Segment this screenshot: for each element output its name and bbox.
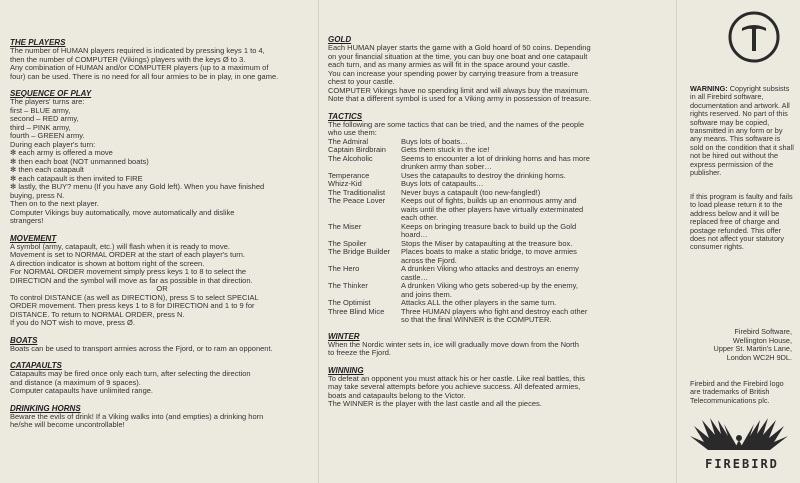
tactic-name: The Thinker [328, 281, 368, 290]
faulty-program-notice: If this program is faulty and fails to load please return it to the address below and it will be replaced free of charge and postage refunded. This offer does not affect your statutory consumer rights. [690, 192, 793, 252]
heading-sequence: SEQUENCE OF PLAY [10, 89, 92, 98]
text-winning: To defeat an opponent you must attack his or her castle. Like real battles, this may take several attempts before you achieve success. All defeated armies, boats and catapaults belong to the Victor. The WINNER is the player with the last castle and all the pieces. [328, 373, 585, 408]
tactics-table [328, 138, 676, 325]
text-movement-2: To control DISTANCE (as well as DIRECTION), press S to select SPECIAL ORDER movement. Then press keys 1 to 8 for DIRECTION and 1 to 9 for DISTANCE. To return to NORMAL ORDER, press N. If you do NOT wish to move, press Ø. [10, 292, 259, 327]
heading-gold: GOLD [328, 35, 352, 44]
tactics-row [328, 282, 676, 299]
text-drinking-horns: Beware the evils of drink! If a Viking walks into (and empties) a drinking horn he/she will become uncontrollable! [10, 411, 264, 429]
tactics-row [328, 223, 676, 240]
tactics-row [328, 265, 676, 282]
warning-text: Copyright subsists in all Firebird software, documentation and artwork. All rights reserved. No part of this software may be copied, transmitted in any form or by any means. This software is sold on the condition that it shall not be hired out without the express permission of the publisher. [690, 84, 794, 178]
panel-fold-right [676, 0, 677, 483]
tactic-description: Gets them stuck in the ice! [401, 145, 490, 154]
text-tactics-intro: The following are some tactics that can be tried, and the names of the people who use them: [328, 119, 584, 137]
tactic-name: Whizz-Kid [328, 179, 362, 188]
tactic-name: Temperance [328, 170, 370, 180]
tactic-name: The Miser [328, 221, 362, 231]
warning-label: WARNING: [690, 84, 728, 93]
trademark-notice: Firebird and the Firebird logo are trademarks of British Telecommunications plc. [690, 379, 784, 405]
tactic-name: The Hero [328, 264, 360, 273]
text-movement: A symbol (army, catapault, etc.) will flash when it is ready to move. Movement is set to NORMAL ORDER at the start of each player's turn. A direction indicator is shown at bottom right of the screen. For NORMAL ORDER movement simply press keys 1 to 8 to select the DIRECTION and the symbol will move as far as possible in that direction. [10, 241, 253, 285]
tactic-name: The Traditionalist [328, 187, 386, 197]
tactic-name: The Bridge Builder [328, 247, 391, 256]
tactic-description: Keeps on bringing treasure back to build up the Gold hoard… [401, 221, 577, 239]
text-winter: When the Nordic winter sets in, ice will gradually move down from the North to freeze the Fjord. [328, 339, 579, 357]
tactics-row [328, 155, 676, 172]
section-boats [10, 336, 314, 354]
tactic-description: Uses the catapaults to destroy the drinking horns. [401, 170, 566, 180]
tactic-description: Attacks ALL the other players in the same turn. [401, 298, 557, 307]
section-winter [328, 332, 676, 358]
heading-drinking-horns: DRINKING HORNS [10, 403, 81, 413]
text-gold: Each HUMAN player starts the game with a Gold hoard of 50 coins. Depending on your financial situation at the time, you can buy one boat and one catapault each turn, and as many armies as will fit in the space around your castle. You can increase your spending power by carrying treasure from a treasure chest to your castle. COMPUTER Vikings have no spending limit and will always buy the maximum. Note that a different symbol is used for a Viking army in possession of treasure. [328, 43, 592, 103]
tactic-description: A drunken Viking who attacks and destroys an enemy castle… [401, 264, 579, 282]
warning-notice [690, 85, 794, 177]
section-tactics [328, 112, 676, 325]
tactic-description: Keeps out of fights, builds up an enormous army and waits until the other players have virtually exterminated each other. [401, 196, 584, 222]
tactic-name: The Admiral [328, 136, 369, 146]
section-sequence [10, 89, 314, 226]
middle-panel [318, 0, 676, 483]
tactic-description: Buys lots of catapaults… [401, 179, 484, 188]
tactic-name: Three Blind Mice [328, 306, 385, 316]
tactic-description: Stops the Miser by catapaulting at the treasure box. [401, 238, 573, 248]
text-sequence: The players' turns are: first – BLUE army, second – RED army, third – PINK army, fourth – GREEN army. During each player's turn: ✻ each army is offered a move ✻ then each boat (NOT unmanned boats) ✻ then each catapault ✻ each catapault is then invited to FIRE ✻ lastly, the BUY? menu (If you have any Gold left). When you have finished buying, press N. Then on to the next player. Computer Vikings buy automatically, move automatically and dislike strangers! [10, 97, 265, 225]
tactic-description: Places boats to make a static bridge, to move armies across the Fjord. [401, 247, 577, 265]
firebird-bird-icon [688, 410, 790, 456]
tactic-description: Seems to encounter a lot of drinking horns and has more drunken army than sober… [401, 153, 590, 171]
tactic-name: The Optimist [328, 298, 371, 307]
heading-catapaults: CATAPAULTS [10, 361, 62, 370]
heading-winning: WINNING [328, 365, 364, 375]
section-winning [328, 366, 676, 409]
text-movement-or: OR [156, 284, 168, 293]
text-boats: Boats can be used to transport armies across the Fjord, or to ram an opponent. [10, 343, 273, 353]
firebird-t-logo-icon [727, 10, 781, 64]
section-movement [10, 234, 314, 328]
section-players [10, 38, 314, 81]
heading-tactics: TACTICS [328, 111, 363, 121]
tactic-description: Buys lots of boats… [401, 136, 468, 146]
tactic-description: A drunken Viking who gets sobered-up by the enemy, and joins them. [401, 281, 578, 299]
tactic-name: Captain Birdbrain [328, 145, 386, 154]
text-players: The number of HUMAN players required is indicated by pressing keys 1 to 4, then the number of COMPUTER (Vikings) players with the keys Ø to 3. Any combination of HUMAN and/or COMPUTER players (up to a maximum of four) can be used. There is no need for all four armies to be in play, in one game. [10, 46, 279, 81]
heading-movement: MOVEMENT [10, 233, 57, 243]
section-gold [328, 35, 676, 104]
heading-players: THE PLAYERS [10, 38, 66, 47]
heading-winter: WINTER [328, 331, 360, 341]
text-catapaults: Catapaults may be fired once only each turn, after selecting the direction and distance (a maximum of 9 spaces). Computer catapaults have unlimited range. [10, 369, 251, 395]
firebird-wordmark: FIREBIRD [705, 457, 779, 471]
heading-boats: BOATS [10, 335, 38, 345]
tactic-description: Three HUMAN players who fight and destroy each other so that the final WINNER is the COMPUTER. [401, 306, 588, 324]
tactics-row [328, 308, 676, 325]
section-catapaults [10, 361, 314, 396]
left-panel [0, 0, 318, 483]
tactic-name: The Alcoholic [328, 153, 373, 163]
publisher-address: Firebird Software, Wellington House, Upper St. Martin's Lane, London WC2H 9DL. [713, 327, 792, 362]
tactics-row [328, 172, 676, 181]
tactic-name: The Spoiler [328, 238, 367, 248]
tactics-row [328, 248, 676, 265]
tactic-name: The Peace Lover [328, 196, 386, 205]
tactics-row [328, 197, 676, 223]
tactic-description: Never buys a catapault (too new-fangled!) [401, 187, 541, 197]
section-drinking-horns [10, 404, 314, 430]
